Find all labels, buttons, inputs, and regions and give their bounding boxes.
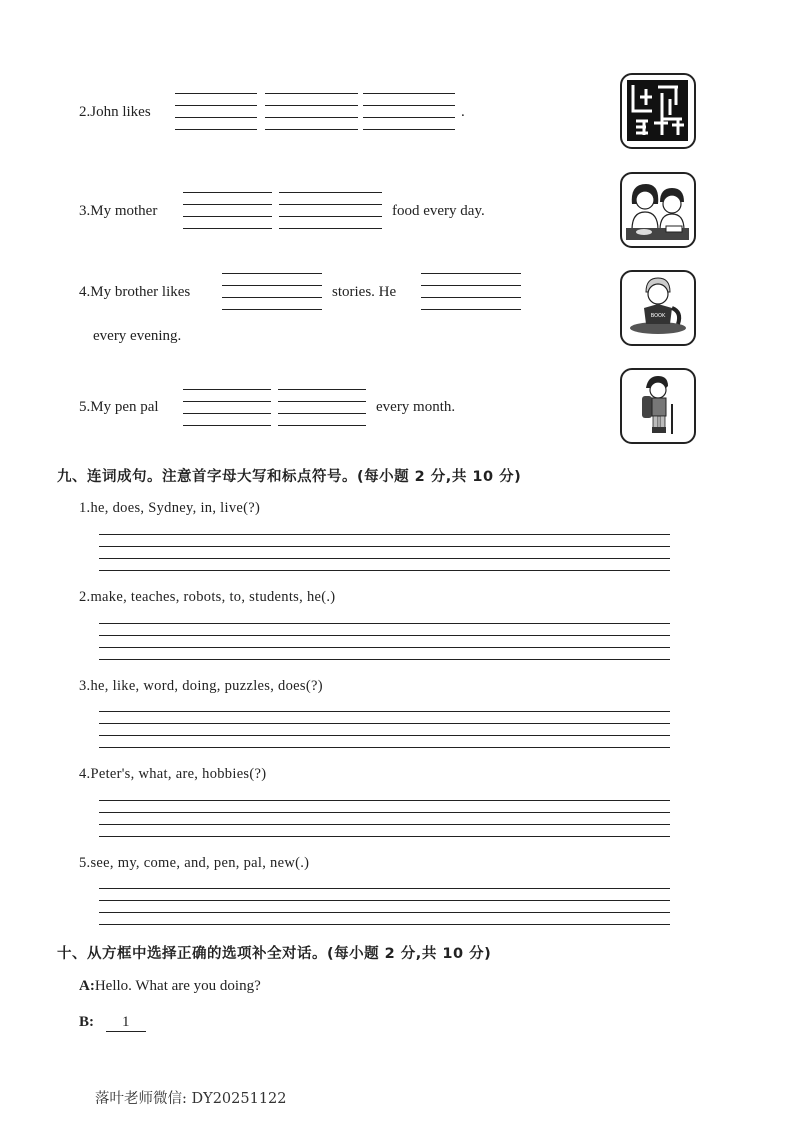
answer-blank[interactable] xyxy=(363,93,455,130)
blank-number: 1 xyxy=(122,1014,130,1030)
section-10-heading: 十、从方框中选择正确的选项补全对话。(每小题 2 分,共 10 分) xyxy=(57,946,492,962)
boy-reading-book-icon xyxy=(620,270,696,346)
answer-blank[interactable] xyxy=(421,273,521,310)
dialogue-line-b xyxy=(79,1013,146,1032)
answer-blank[interactable] xyxy=(265,93,358,130)
section-9-question-2: 2.make, teaches, robots, to, students, he(.) xyxy=(79,589,336,605)
answer-lines[interactable] xyxy=(99,711,670,748)
section-9-question-3: 3.he, like, word, doing, puzzles, does(?) xyxy=(79,678,323,694)
answer-blank-1[interactable] xyxy=(106,1013,146,1032)
question-number: 5. xyxy=(79,399,91,415)
girl-hiking-icon xyxy=(620,368,696,444)
question-number: 3. xyxy=(79,203,91,219)
svg-text:BOOK: BOOK xyxy=(650,313,666,319)
section-9-question-4: 4.Peter's, what, are, hobbies(?) xyxy=(79,766,267,782)
dialogue-text: Hello. What are you doing? xyxy=(94,978,261,994)
question-3 xyxy=(79,202,157,220)
answer-blank[interactable] xyxy=(222,273,322,310)
dialogue-line-a xyxy=(79,977,261,995)
section-9-question-1: 1.he, does, Sydney, in, live(?) xyxy=(79,500,261,516)
answer-lines[interactable] xyxy=(99,534,670,571)
question-2 xyxy=(79,103,151,121)
question-number: 4. xyxy=(79,284,91,300)
question-5 xyxy=(79,398,159,416)
answer-blank[interactable] xyxy=(183,389,271,426)
question-4 xyxy=(79,283,190,301)
question-text-middle: stories. He xyxy=(332,284,397,300)
question-text-end: every month. xyxy=(376,399,456,415)
question-number: 2. xyxy=(79,104,91,120)
answer-lines[interactable] xyxy=(99,623,670,660)
answer-blank[interactable] xyxy=(183,192,272,229)
question-text: My pen pal xyxy=(90,399,159,415)
answer-lines[interactable] xyxy=(99,888,670,925)
maze-puzzle-icon xyxy=(620,73,696,149)
question-text: John likes xyxy=(90,104,151,120)
section-9-heading: 九、连词成句。注意首字母大写和标点符号。(每小题 2 分,共 10 分) xyxy=(57,469,522,485)
speaker-label: A: xyxy=(79,978,95,994)
speaker-label: B: xyxy=(79,1014,94,1030)
question-text: My mother xyxy=(90,203,158,219)
cooking-children-icon xyxy=(620,172,696,248)
period: . xyxy=(461,104,465,120)
answer-blank[interactable] xyxy=(175,93,257,130)
answer-blank[interactable] xyxy=(278,389,366,426)
question-text-end: food every day. xyxy=(392,203,485,219)
section-9-question-5: 5.see, my, come, and, pen, pal, new(.) xyxy=(79,855,310,871)
question-text: My brother likes xyxy=(90,284,191,300)
answer-blank[interactable] xyxy=(279,192,382,229)
question-text-continuation: every evening. xyxy=(93,328,182,344)
footer-watermark: 落叶老师微信: DY20251122 xyxy=(95,1091,287,1107)
answer-lines[interactable] xyxy=(99,800,670,837)
